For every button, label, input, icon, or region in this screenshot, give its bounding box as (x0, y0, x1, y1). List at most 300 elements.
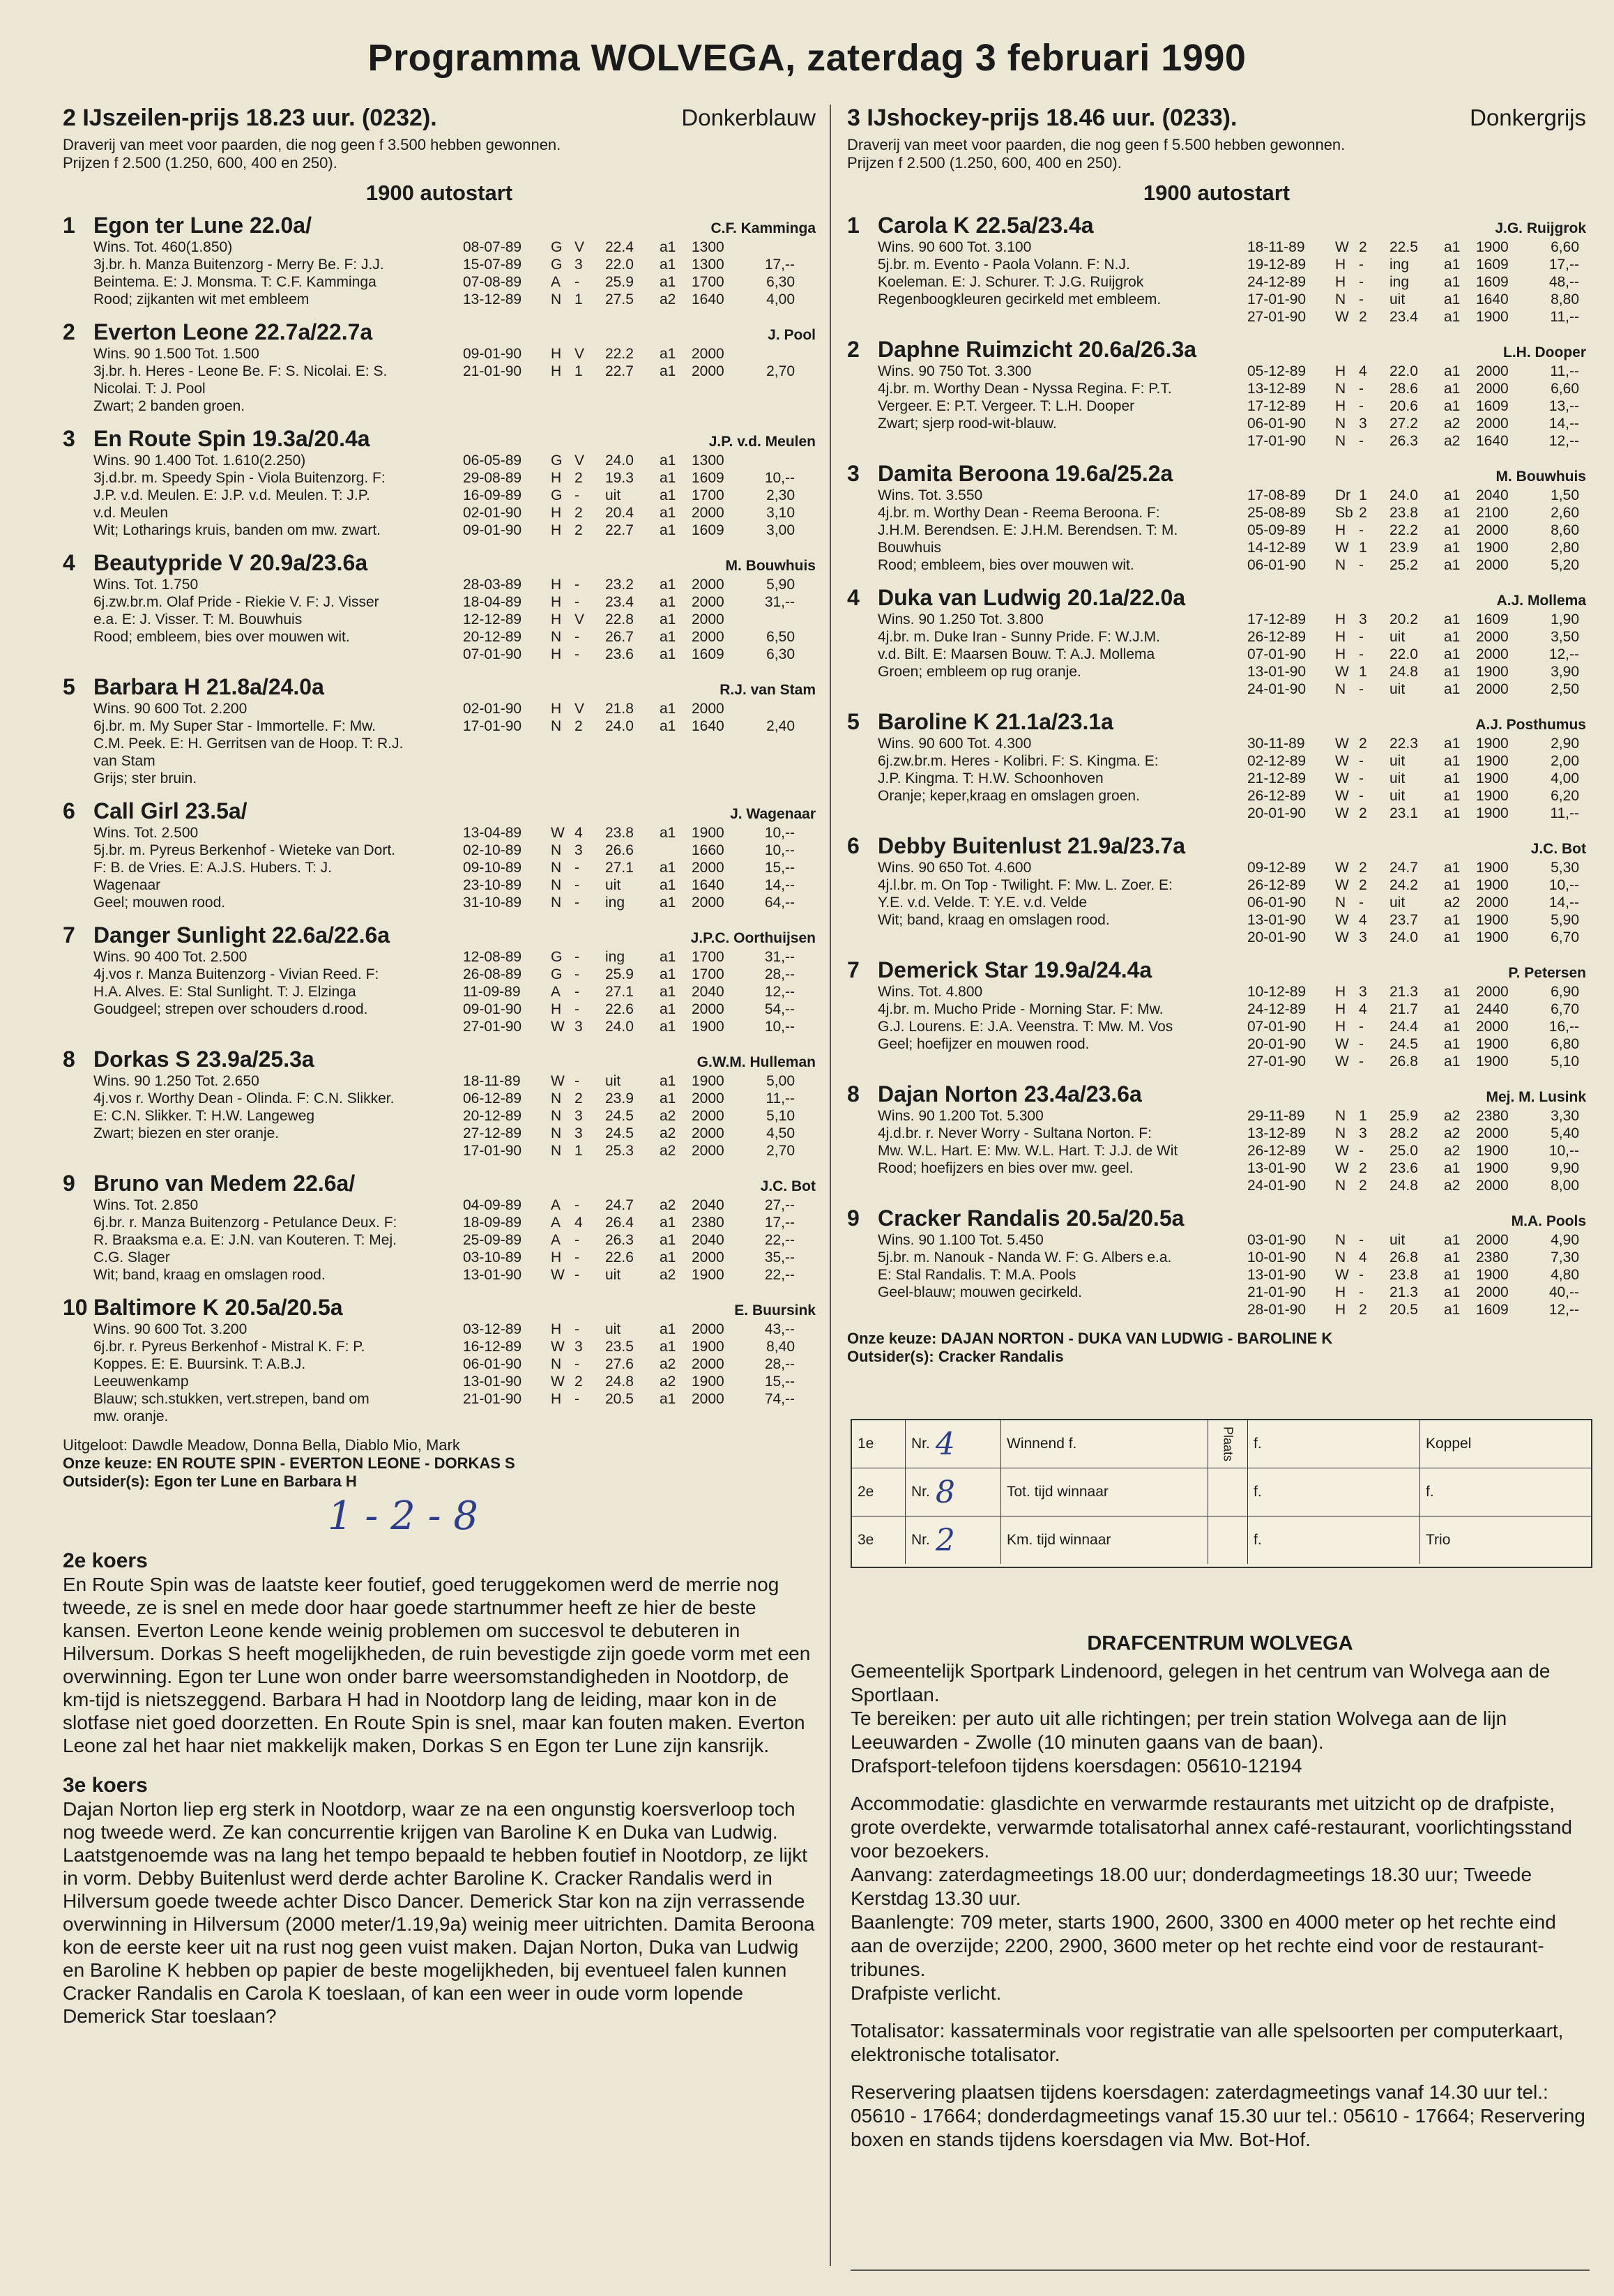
entry-info (847, 238, 1247, 326)
place: 2 (1359, 736, 1367, 752)
place: 4 (1359, 363, 1367, 379)
track: H (551, 1001, 562, 1017)
horse-trainer: Mej. M. Lusink (1486, 1089, 1586, 1105)
start-code: a1 (1444, 257, 1461, 273)
time: 22.7 (605, 363, 634, 379)
start-code: a1 (660, 1215, 676, 1231)
trio-label: Trio (1426, 1532, 1451, 1548)
info-line: 5j.br. m. Nanouk - Nanda W. F: G. Albers e.a. (878, 1249, 1172, 1265)
track: H (551, 346, 562, 362)
entry-info (63, 700, 463, 787)
form-row (463, 256, 816, 273)
nr-label: Nr. (911, 1436, 930, 1452)
race-date: 26-12-89 (1247, 1143, 1307, 1159)
horse-name (847, 585, 1185, 611)
distance: 1700 (692, 966, 724, 982)
distance: 2000 (1476, 363, 1509, 379)
race-date: 27-12-89 (463, 1125, 522, 1141)
odds: 17,-- (764, 1215, 795, 1231)
start-code: a1 (1444, 984, 1461, 1000)
race-date: 25-09-89 (463, 1232, 522, 1248)
form-table (1247, 1231, 1586, 1318)
race-2-autostart: 1900 autostart (365, 181, 513, 205)
info-line: Geel; mouwen rood. (93, 895, 226, 911)
place: - (574, 487, 579, 503)
distance: 1640 (1476, 291, 1509, 307)
horse-entry (847, 337, 1586, 450)
form-row (1247, 291, 1586, 308)
distance: 2000 (692, 346, 724, 362)
distance: 2100 (1476, 505, 1509, 521)
horse-number: 6 (63, 798, 75, 823)
place: V (574, 611, 585, 628)
distance: 2000 (692, 1143, 724, 1159)
horse-number: 10 (63, 1295, 88, 1320)
start-code: a1 (1444, 398, 1461, 414)
track: N (1335, 681, 1346, 697)
outsider-label: Outsider(s): (847, 1348, 934, 1365)
place: - (574, 1267, 579, 1283)
grid-extra (1420, 1468, 1591, 1516)
distance: 2000 (1476, 1232, 1509, 1248)
horse-number: 9 (847, 1206, 860, 1231)
start-code: a1 (660, 718, 676, 734)
koers-3-title: 3e koers (63, 1774, 148, 1797)
time: 22.8 (605, 611, 634, 628)
race-date: 09-01-90 (463, 522, 522, 538)
distance: 1900 (1476, 1267, 1509, 1283)
race-date: 26-12-89 (1247, 877, 1307, 893)
time: 22.7 (605, 522, 634, 538)
info-line: Wins. Tot. 4.800 (878, 984, 983, 1000)
form-table (1247, 363, 1586, 450)
odds: 5,00 (766, 1073, 795, 1089)
time: 22.4 (605, 239, 634, 255)
place: V (574, 346, 585, 362)
form-row (1247, 787, 1586, 805)
form-row (1247, 894, 1586, 911)
form-row (1247, 487, 1586, 504)
form-row (1247, 628, 1586, 646)
track: W (551, 1019, 565, 1035)
distance: 2380 (1476, 1108, 1509, 1124)
form-row (463, 522, 816, 539)
odds: 5,40 (1551, 1125, 1579, 1141)
start-code: a2 (1444, 895, 1461, 911)
race-date: 02-01-90 (463, 505, 522, 521)
distance: 1300 (692, 453, 724, 469)
distance: 1900 (1476, 309, 1509, 325)
start-code: a1 (1444, 1019, 1461, 1035)
entry-body (63, 948, 816, 1035)
info-line: Regenboogkleuren gecirkeld met embleem. (878, 291, 1162, 307)
odds: 12,-- (1548, 1302, 1579, 1318)
race-date: 17-01-90 (463, 718, 522, 734)
track: W (1335, 1054, 1349, 1070)
start-code: a1 (1444, 1232, 1461, 1248)
info-line: Vergeer. E: P.T. Vergeer. T: L.H. Dooper (878, 398, 1135, 414)
odds (746, 700, 795, 717)
odds: 10,-- (764, 1019, 795, 1035)
form-row (463, 1249, 816, 1266)
distance: 2000 (692, 629, 724, 645)
place: - (574, 1356, 579, 1372)
track: H (551, 646, 562, 662)
info-line: Wins. 90 1.250 Tot. 3.800 (878, 611, 1044, 628)
start-code: a1 (1444, 239, 1461, 255)
draf-totalisator: Totalisator: kassaterminals voor registratie van alle spelsoorten per computerkaart, elektronische totalisator. (851, 2020, 1564, 2065)
distance: 1900 (1476, 540, 1509, 556)
track: H (551, 1249, 562, 1265)
entry-header (847, 1081, 1586, 1107)
place: V (574, 239, 585, 255)
start-code: a1 (660, 1001, 676, 1017)
form-table (1247, 735, 1586, 822)
grid-nr (906, 1468, 1001, 1516)
odds: 10,-- (1548, 877, 1579, 893)
odds: 40,-- (1548, 1284, 1579, 1300)
odds: 31,-- (764, 949, 795, 965)
info-line: van Stam (93, 753, 155, 769)
odds: 15,-- (764, 1374, 795, 1390)
track: W (1335, 753, 1349, 769)
track: G (551, 257, 563, 273)
start-code: a1 (1444, 877, 1461, 893)
form-row (1247, 752, 1586, 770)
time: 20.5 (1390, 1302, 1418, 1318)
entry-info (847, 1231, 1247, 1318)
odds (746, 238, 795, 256)
time: 24.5 (605, 1108, 634, 1124)
distance: 1609 (1476, 398, 1509, 414)
start-code: a1 (1444, 646, 1461, 662)
place: - (574, 1073, 579, 1089)
place: - (574, 629, 579, 645)
entry-body (63, 345, 816, 415)
distance: 2000 (692, 1125, 724, 1141)
time: 24.7 (1390, 860, 1418, 876)
time: ing (1390, 274, 1410, 290)
entry-header (847, 461, 1586, 487)
form-table (1247, 611, 1586, 698)
form-row (463, 469, 816, 487)
info-line: Wins. Tot. 460(1.850) (93, 239, 233, 255)
time: 20.5 (605, 1391, 634, 1407)
draf-verlicht: Drafpiste verlicht. (851, 1982, 1002, 2004)
place: - (574, 1232, 579, 1248)
horse-trainer: A.J. Posthumus (1475, 717, 1586, 733)
time: 26.3 (1390, 433, 1418, 449)
form-row (1247, 735, 1586, 752)
track: Sb (1335, 505, 1353, 521)
start-code: a2 (1444, 1108, 1461, 1124)
start-code: a1 (1444, 1267, 1461, 1283)
track: H (1335, 398, 1346, 414)
place: 2 (1359, 1160, 1367, 1176)
info-line: C.G. Slager (93, 1249, 170, 1265)
bottom-rule (851, 2270, 1590, 2271)
distance: 2000 (692, 701, 724, 717)
distance: 1609 (692, 470, 724, 486)
horse-name (847, 1081, 1142, 1107)
info-line: R. Braaksma e.a. E: J.N. van Kouteren. T: Mej. (93, 1232, 397, 1248)
race-date: 04-09-89 (463, 1197, 522, 1213)
distance: 2000 (692, 577, 724, 593)
time: uit (605, 1073, 621, 1089)
track: G (551, 949, 563, 965)
place: 3 (1359, 416, 1367, 432)
start-code: a2 (660, 1143, 676, 1159)
place: 2 (1359, 505, 1367, 521)
horse-trainer: A.J. Mollema (1496, 593, 1586, 609)
grid-place: 3e (852, 1516, 906, 1564)
place: 4 (1359, 912, 1367, 928)
start-code: a2 (660, 1125, 676, 1141)
drafcentrum-info (851, 1632, 1590, 2166)
time: 22.2 (605, 346, 634, 362)
odds: 6,30 (766, 646, 795, 662)
track: N (1335, 381, 1346, 397)
keuze-value: DAJAN NORTON - DUKA VAN LUDWIG - BAROLINE K (941, 1330, 1333, 1347)
grid-text: Km. tijd winnaar (1001, 1516, 1208, 1564)
info-line: C.M. Peek. E: H. Gerritsen van de Hoop. T: R.J. (93, 736, 404, 752)
track: W (1335, 770, 1349, 786)
entry-header (63, 798, 816, 824)
grid-nr (906, 1420, 1001, 1468)
grid-place: 2e (852, 1468, 906, 1516)
form-row (463, 1142, 816, 1160)
distance: 1660 (692, 842, 724, 858)
time: 23.2 (605, 577, 634, 593)
odds: 10,-- (764, 825, 795, 841)
outsider-line (63, 1473, 816, 1491)
track: N (551, 1356, 562, 1372)
odds: 27,-- (764, 1197, 795, 1213)
entry-info (847, 983, 1247, 1070)
place: - (1359, 522, 1364, 538)
distance: 1900 (1476, 860, 1509, 876)
time: 23.8 (1390, 505, 1418, 521)
info-line: 3j.d.br. m. Speedy Spin - Viola Buitenzorg. F: (93, 470, 386, 486)
start-code: a1 (660, 594, 676, 610)
entry-body (847, 983, 1586, 1070)
odds: 5,10 (1551, 1054, 1579, 1070)
time: 23.4 (1390, 309, 1418, 325)
horse-name-text: Debby Buitenlust 21.9a/23.7a (878, 833, 1186, 858)
form-row (1247, 1249, 1586, 1266)
info-line: 6j.br. r. Pyreus Berkenhof - Mistral K. F: P. (93, 1339, 365, 1355)
info-line: Koeleman. E: J. Schurer. T: J.G. Ruijgrok (878, 274, 1144, 290)
grid-text: Winnend f. (1001, 1420, 1208, 1468)
track: H (1335, 274, 1346, 290)
place: - (1359, 788, 1364, 804)
track: N (551, 895, 562, 911)
odds: 5,10 (766, 1108, 795, 1124)
time: 21.3 (1390, 1284, 1418, 1300)
place: 2 (1359, 877, 1367, 893)
form-row (463, 1373, 816, 1390)
form-row (463, 983, 816, 1001)
horse-trainer: J.C. Bot (1530, 841, 1586, 857)
track: N (551, 291, 562, 307)
odds: 5,90 (1551, 912, 1579, 928)
entry-body (63, 452, 816, 539)
keuze-label: Onze keuze: (847, 1330, 937, 1347)
place: - (1359, 1019, 1364, 1035)
horse-entry (63, 674, 816, 787)
race-date: 20-12-89 (463, 629, 522, 645)
distance: 1900 (1476, 805, 1509, 821)
place: V (574, 453, 585, 469)
info-line: Wins. 90 600 Tot. 2.200 (93, 701, 248, 717)
entry-header (847, 709, 1586, 735)
entry-info (63, 824, 463, 911)
entry-header (847, 337, 1586, 363)
track: H (551, 611, 562, 628)
race-date: 25-08-89 (1247, 505, 1307, 521)
time: 22.2 (1390, 522, 1418, 538)
start-code: a1 (1444, 611, 1461, 628)
race-date: 08-07-89 (463, 239, 522, 255)
race-date: 07-01-90 (463, 646, 522, 662)
track: W (551, 1374, 565, 1390)
odds: 11,-- (1550, 805, 1579, 821)
time: 20.2 (1390, 611, 1418, 628)
time: ing (605, 895, 625, 911)
track: H (1335, 646, 1346, 662)
distance: 2040 (692, 984, 724, 1000)
place: - (1359, 398, 1364, 414)
koers-3-text: Dajan Norton liep erg sterk in Nootdorp, waar ze na een ongunstig koersverloop toch nog tweede werd. Ze kan concurrentie krijgen van Baroline K en Duka van Ludwig. Laatstgenoemde was na lang het tempo bepaald te hebben foutief in Nootdorp, ze lijkt in vorm. Debby Buitenlust werd derde achter Baroline K. Cracker Randalis werd in Hilversum goede tweede achter Disco Dancer. Demerick Star kon na zijn verrassende overwinning in Hilversum (2000 meter/1.19,9a) weinig meer uitrichten. Damita Beroona kon de eerste keer uit na rust nog geen vuist maken. Dajan Norton, Duka van Ludwig en Baroline K hebben op papier de beste mogelijkheden, bij eventueel falen kunnen Cracker Randalis en Carola K toeslaan, of kan een weer in oude vorm lopende Demerick Star toeslaan? (63, 1798, 815, 2027)
odds: 3,90 (1551, 664, 1579, 680)
odds: 8,60 (1551, 522, 1579, 538)
race-2-entries (63, 213, 816, 1425)
form-table (1247, 238, 1586, 326)
race-date: 17-01-90 (1247, 433, 1307, 449)
horse-entry (847, 585, 1586, 698)
race-date: 24-12-89 (1247, 274, 1307, 290)
horse-entry (847, 833, 1586, 946)
info-line: Rood; zijkanten wit met embleem (93, 291, 310, 307)
odds: 12,-- (1548, 646, 1579, 662)
time: 27.1 (605, 860, 634, 876)
start-code: a1 (660, 825, 676, 841)
info-line: Zwart; biezen en ster oranje. (93, 1125, 280, 1141)
place: - (1359, 1036, 1364, 1052)
track: W (1335, 877, 1349, 893)
track: H (1335, 1019, 1346, 1035)
odds: 10,-- (764, 470, 795, 486)
form-row (1247, 380, 1586, 397)
track: N (1335, 895, 1346, 911)
entry-info (847, 487, 1247, 574)
form-row (463, 842, 816, 859)
horse-number: 8 (63, 1047, 75, 1072)
time: 24.0 (605, 453, 634, 469)
race-date: 21-01-90 (1247, 1284, 1307, 1300)
form-row (463, 1338, 816, 1355)
handwriting-area (63, 1491, 816, 1549)
distance: 2000 (1476, 984, 1509, 1000)
draf-phone: Drafsport-telefoon tijdens koersdagen: 05610-12194 (851, 1755, 1302, 1777)
race-date: 06-01-90 (463, 1356, 522, 1372)
start-code: a1 (660, 1339, 676, 1355)
horse-name-text: Danger Sunlight 22.6a/22.6a (93, 922, 390, 948)
odds: 2,00 (1551, 753, 1579, 769)
start-code: a1 (660, 860, 676, 876)
time: 27.1 (605, 984, 634, 1000)
race-date: 14-12-89 (1247, 540, 1307, 556)
track: G (551, 966, 563, 982)
place: 4 (574, 825, 583, 841)
place: - (574, 274, 579, 290)
grid-f (1248, 1468, 1420, 1516)
time: 23.7 (1390, 912, 1418, 928)
distance: 2000 (1476, 681, 1509, 697)
info-line: 4j.l.br. m. On Top - Twilight. F: Mw. L. Zoer. E: (878, 877, 1173, 893)
start-code: a2 (1444, 433, 1461, 449)
start-code: a1 (1444, 860, 1461, 876)
odds: 5,30 (1551, 860, 1579, 876)
place: 1 (574, 363, 583, 379)
place: - (574, 984, 579, 1000)
horse-number: 4 (63, 550, 75, 575)
odds: 2,30 (766, 487, 795, 503)
track: W (551, 1073, 565, 1089)
form-table (463, 452, 816, 539)
handwritten-nr: 4 (935, 1426, 955, 1462)
start-code: a1 (1444, 629, 1461, 645)
track: H (1335, 1001, 1346, 1017)
form-row (463, 1018, 816, 1035)
start-code: a1 (660, 453, 676, 469)
info-line: Zwart; sjerp rood-wit-blauw. (878, 416, 1057, 432)
entry-header (847, 1206, 1586, 1231)
place: 2 (574, 505, 583, 521)
horse-name (63, 319, 372, 345)
time: 24.8 (1390, 664, 1418, 680)
race-date: 06-01-90 (1247, 557, 1307, 573)
entry-header (847, 957, 1586, 983)
info-line: Wit; band, kraag en omslagen rood. (878, 912, 1110, 928)
time: 20.6 (1390, 398, 1418, 414)
odds: 14,-- (1548, 895, 1579, 911)
distance: 2000 (692, 363, 724, 379)
horse-name-text: Daphne Ruimzicht 20.6a/26.3a (878, 337, 1197, 362)
odds: 4,00 (1551, 770, 1579, 786)
start-code: a2 (1444, 1125, 1461, 1141)
info-line: Mw. W.L. Hart. E: Mw. W.L. Hart. T: J.J. de Wit (878, 1143, 1178, 1159)
race-date: 15-07-89 (463, 257, 522, 273)
place: 2 (574, 470, 583, 486)
entry-header (63, 426, 816, 452)
track: W (1335, 1267, 1349, 1283)
time: 22.3 (1390, 736, 1418, 752)
track: H (551, 363, 562, 379)
time: 26.3 (605, 1232, 634, 1248)
keuze-value: EN ROUTE SPIN - EVERTON LEONE - DORKAS S (156, 1454, 515, 1472)
track: A (551, 274, 561, 290)
info-line: Grijs; ster bruin. (93, 770, 197, 786)
track: W (551, 825, 565, 841)
place: - (574, 860, 579, 876)
time: 25.2 (1390, 557, 1418, 573)
start-code: a1 (1444, 805, 1461, 821)
horse-trainer: J.P.C. Oorthuijsen (690, 930, 816, 946)
place: 1 (1359, 487, 1367, 503)
form-row (1247, 929, 1586, 946)
form-row (463, 859, 816, 876)
